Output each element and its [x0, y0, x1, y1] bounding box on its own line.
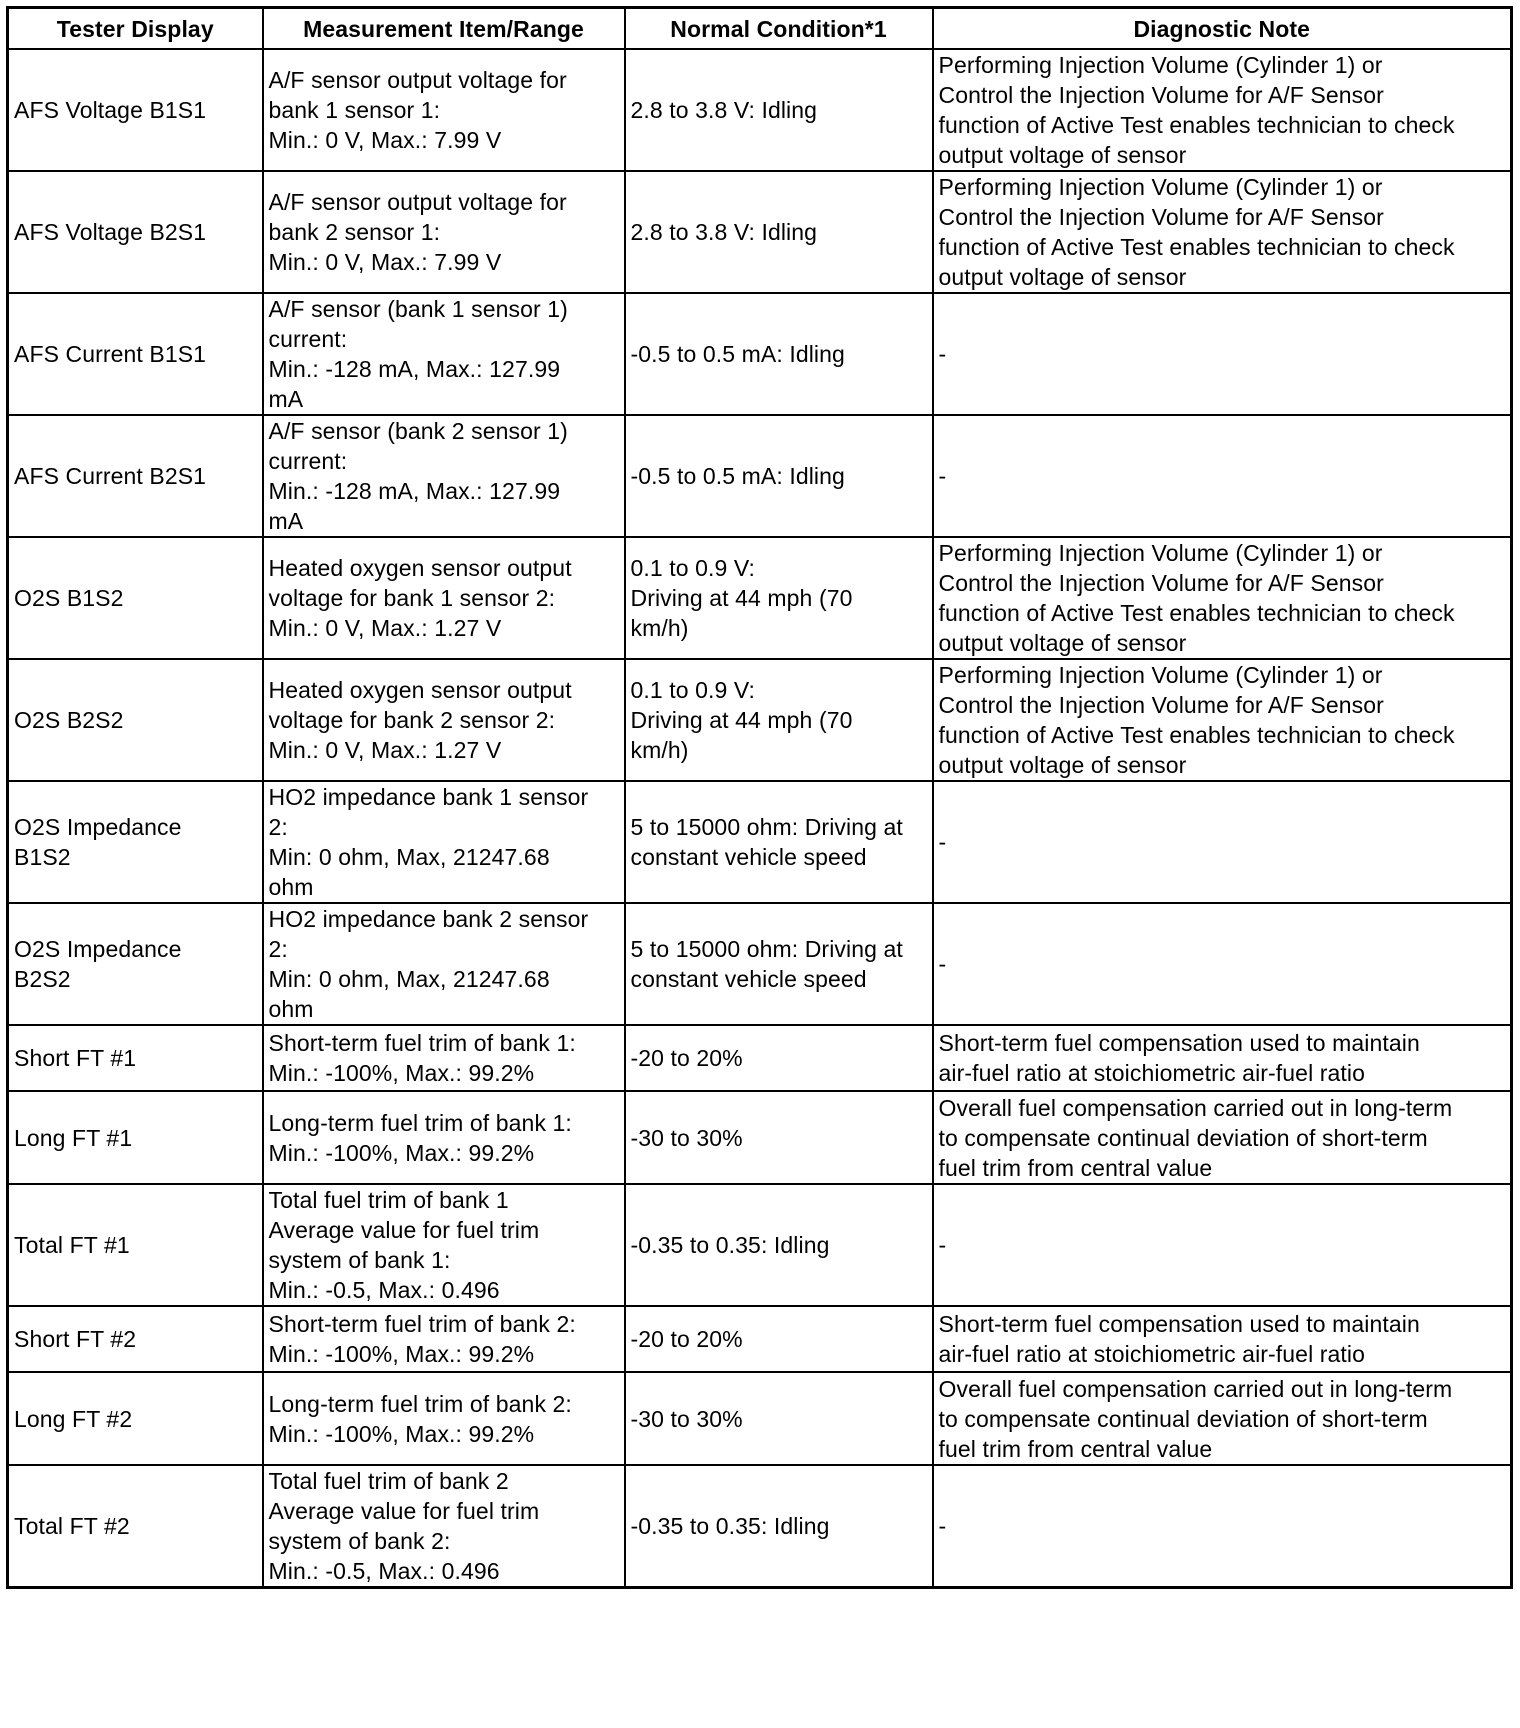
measurement-range-cell: [263, 659, 625, 781]
cell-text-line: 2.8 to 3.8 V: Idling: [630, 97, 818, 123]
cell-text-line: output voltage of sensor: [938, 630, 1187, 656]
tester-display-cell: [8, 1465, 263, 1588]
header-tester-display: Tester Display: [8, 8, 263, 50]
tester-display-cell: [8, 1184, 263, 1306]
cell-text-line: Total FT #2: [14, 1513, 130, 1539]
cell-text-line: Overall fuel compensation carried out in long-term: [938, 1094, 1453, 1121]
diagnostic-note-cell: [933, 1465, 1512, 1588]
cell-text-line: function of Active Test enables technician to check: [938, 600, 1455, 626]
header-normal-condition: Normal Condition*1: [625, 8, 933, 50]
table-row: [8, 903, 1512, 1025]
cell-text-line: current:: [268, 326, 348, 352]
cell-text-line: Short-term fuel trim of bank 1:: [268, 1030, 576, 1056]
cell-text-line: Min.: -100%, Max.: 99.2%: [268, 1139, 535, 1166]
cell-text-line: Short-term fuel compensation used to maintain: [938, 1311, 1420, 1337]
cell-text-line: Heated oxygen sensor output: [268, 677, 572, 703]
cell-text-line: voltage for bank 2 sensor 2:: [268, 707, 556, 733]
cell-text-line: 2:: [268, 814, 288, 840]
cell-text-line: Min: 0 ohm, Max, 21247.68: [268, 966, 550, 992]
cell-text-line: function of Active Test enables technician to check: [938, 722, 1455, 748]
table-row: [8, 1184, 1512, 1306]
cell-text-line: Min.: -128 mA, Max.: 127.99: [268, 478, 561, 504]
normal-condition-cell: [625, 903, 933, 1025]
table-row: [8, 659, 1512, 781]
cell-text-line: Performing Injection Volume (Cylinder 1) or: [938, 174, 1383, 200]
cell-text-line: Overall fuel compensation carried out in long-term: [938, 1375, 1453, 1402]
cell-text-line: Control the Injection Volume for A/F Sensor: [938, 570, 1384, 596]
tester-display-cell: [8, 537, 263, 659]
header-diagnostic-note: Diagnostic Note: [933, 8, 1512, 50]
cell-text-line: to compensate continual deviation of short-term: [938, 1405, 1428, 1432]
cell-text-line: ohm: [268, 996, 314, 1022]
cell-text-line: 2.8 to 3.8 V: Idling: [630, 219, 818, 245]
cell-text-line: constant vehicle speed: [630, 844, 867, 870]
table-row: [8, 1091, 1512, 1184]
tester-display-cell: [8, 1091, 263, 1184]
diagnostic-note-cell: [933, 903, 1512, 1025]
cell-text-line: function of Active Test enables technician to check: [938, 112, 1455, 138]
measurement-range-cell: [263, 903, 625, 1025]
tester-display-cell: [8, 1306, 263, 1372]
measurement-range-cell: [263, 415, 625, 537]
document-sheet: [6, 6, 1510, 1589]
cell-text-line: -30 to 30%: [630, 1124, 743, 1151]
diagnostic-note-cell: [933, 1372, 1512, 1465]
cell-text-line: Min.: -0.5, Max.: 0.496: [268, 1558, 500, 1584]
normal-condition-cell: [625, 293, 933, 415]
cell-text-line: Average value for fuel trim: [268, 1498, 540, 1524]
table-body: [8, 49, 1512, 1588]
normal-condition-cell: [625, 49, 933, 171]
cell-text-line: Total FT #1: [14, 1232, 130, 1258]
diagnostic-note-cell: [933, 659, 1512, 781]
measurement-range-cell: [263, 1091, 625, 1184]
tester-display-cell: [8, 781, 263, 903]
cell-text-line: Total fuel trim of bank 2: [268, 1468, 509, 1494]
cell-text-line: 2:: [268, 936, 288, 962]
table-row: [8, 1372, 1512, 1465]
cell-text-line: mA: [268, 508, 304, 534]
cell-text-line: fuel trim from central value: [938, 1435, 1213, 1462]
cell-text-line: AFS Current B2S1: [14, 463, 207, 489]
cell-text-line: A/F sensor (bank 1 sensor 1): [268, 296, 568, 322]
tester-display-cell: [8, 1372, 263, 1465]
cell-text-line: B1S2: [14, 844, 71, 870]
tester-display-cell: [8, 49, 263, 171]
table-header-row: [8, 8, 1512, 50]
normal-condition-cell: [625, 1306, 933, 1372]
cell-text-line: Min.: -128 mA, Max.: 127.99: [268, 356, 561, 382]
measurement-range-cell: [263, 1372, 625, 1465]
diagnostic-note-cell: [933, 1306, 1512, 1372]
cell-text-line: bank 1 sensor 1:: [268, 97, 441, 123]
cell-text-line: km/h): [630, 615, 689, 641]
measurement-range-cell: [263, 293, 625, 415]
cell-text-line: Short FT #2: [14, 1326, 137, 1352]
cell-text-line: A/F sensor output voltage for: [268, 189, 567, 215]
table-row: [8, 537, 1512, 659]
cell-text-line: fuel trim from central value: [938, 1154, 1213, 1181]
cell-text-line: -20 to 20%: [630, 1326, 743, 1352]
table-row: [8, 1025, 1512, 1091]
cell-text-line: AFS Current B1S1: [14, 341, 207, 367]
cell-text-line: -0.5 to 0.5 mA: Idling: [630, 463, 845, 489]
tester-display-cell: [8, 293, 263, 415]
diagnostic-note-cell: [933, 1184, 1512, 1306]
tester-display-cell: [8, 903, 263, 1025]
cell-text-line: ohm: [268, 874, 314, 900]
cell-text-line: AFS Voltage B1S1: [14, 97, 207, 123]
cell-text-line: Min.: -100%, Max.: 99.2%: [268, 1060, 535, 1086]
cell-text-line: voltage for bank 1 sensor 2:: [268, 585, 556, 611]
cell-text-line: Long-term fuel trim of bank 1:: [268, 1109, 572, 1136]
cell-text-line: constant vehicle speed: [630, 966, 867, 992]
normal-condition-cell: [625, 1025, 933, 1091]
cell-text-line: O2S Impedance: [14, 814, 182, 840]
cell-text-line: Min.: 0 V, Max.: 1.27 V: [268, 737, 502, 763]
diagnostic-note-cell: [933, 1091, 1512, 1184]
cell-text-line: Short FT #1: [14, 1045, 137, 1071]
header-measurement-item-range: Measurement Item/Range: [263, 8, 625, 50]
tester-display-cell: [8, 1025, 263, 1091]
diagnostic-note-cell: [933, 1025, 1512, 1091]
cell-text-line: Long FT #1: [14, 1124, 133, 1151]
cell-text-line: Control the Injection Volume for A/F Sensor: [938, 692, 1384, 718]
normal-condition-cell: [625, 415, 933, 537]
normal-condition-cell: [625, 1465, 933, 1588]
cell-text-line: current:: [268, 448, 348, 474]
cell-text-line: mA: [268, 386, 304, 412]
cell-text-line: Average value for fuel trim: [268, 1217, 540, 1243]
cell-text-line: -: [938, 463, 947, 489]
table-row: [8, 171, 1512, 293]
diagnostic-note-cell: [933, 415, 1512, 537]
cell-text-line: -20 to 20%: [630, 1045, 743, 1071]
cell-text-line: 0.1 to 0.9 V:: [630, 555, 755, 581]
normal-condition-cell: [625, 171, 933, 293]
cell-text-line: Total fuel trim of bank 1: [268, 1187, 509, 1213]
table-row: [8, 781, 1512, 903]
cell-text-line: air-fuel ratio at stoichiometric air-fuel ratio: [938, 1060, 1366, 1086]
cell-text-line: Min.: 0 V, Max.: 1.27 V: [268, 615, 502, 641]
cell-text-line: A/F sensor (bank 2 sensor 1): [268, 418, 568, 444]
cell-text-line: output voltage of sensor: [938, 752, 1187, 778]
cell-text-line: 5 to 15000 ohm: Driving at: [630, 814, 903, 840]
cell-text-line: -: [938, 1513, 947, 1539]
measurement-range-cell: [263, 1306, 625, 1372]
normal-condition-cell: [625, 781, 933, 903]
cell-text-line: Min.: 0 V, Max.: 7.99 V: [268, 249, 502, 275]
normal-condition-cell: [625, 1091, 933, 1184]
diagnostic-note-cell: [933, 293, 1512, 415]
cell-text-line: -0.5 to 0.5 mA: Idling: [630, 341, 845, 367]
cell-text-line: 0.1 to 0.9 V:: [630, 677, 755, 703]
cell-text-line: Short-term fuel trim of bank 2:: [268, 1311, 576, 1337]
cell-text-line: function of Active Test enables technician to check: [938, 234, 1455, 260]
measurement-range-cell: [263, 49, 625, 171]
cell-text-line: air-fuel ratio at stoichiometric air-fuel ratio: [938, 1341, 1366, 1367]
cell-text-line: Performing Injection Volume (Cylinder 1) or: [938, 662, 1383, 688]
diagnostic-note-cell: [933, 49, 1512, 171]
cell-text-line: -: [938, 951, 947, 977]
table-row: [8, 1306, 1512, 1372]
diagnostic-note-cell: [933, 781, 1512, 903]
measurement-range-cell: [263, 781, 625, 903]
cell-text-line: Long FT #2: [14, 1405, 133, 1432]
cell-text-line: O2S B1S2: [14, 585, 124, 611]
cell-text-line: A/F sensor output voltage for: [268, 67, 567, 93]
measurement-range-cell: [263, 1465, 625, 1588]
table-row: [8, 1465, 1512, 1588]
cell-text-line: HO2 impedance bank 2 sensor: [268, 906, 589, 932]
cell-text-line: B2S2: [14, 966, 71, 992]
cell-text-line: HO2 impedance bank 1 sensor: [268, 784, 589, 810]
cell-text-line: Driving at 44 mph (70: [630, 707, 853, 733]
cell-text-line: Heated oxygen sensor output: [268, 555, 572, 581]
cell-text-line: Long-term fuel trim of bank 2:: [268, 1390, 572, 1417]
tester-display-cell: [8, 171, 263, 293]
cell-text-line: Min.: -100%, Max.: 99.2%: [268, 1420, 535, 1447]
table-row: [8, 415, 1512, 537]
measurement-range-cell: [263, 1025, 625, 1091]
cell-text-line: -: [938, 341, 947, 367]
table-row: [8, 293, 1512, 415]
normal-condition-cell: [625, 659, 933, 781]
cell-text-line: Min.: 0 V, Max.: 7.99 V: [268, 127, 502, 153]
cell-text-line: AFS Voltage B2S1: [14, 219, 207, 245]
data-list-table: [6, 6, 1513, 1589]
diagnostic-note-cell: [933, 537, 1512, 659]
cell-text-line: Min.: -100%, Max.: 99.2%: [268, 1341, 535, 1367]
normal-condition-cell: [625, 537, 933, 659]
cell-text-line: O2S Impedance: [14, 936, 182, 962]
cell-text-line: -30 to 30%: [630, 1405, 743, 1432]
tester-display-cell: [8, 415, 263, 537]
measurement-range-cell: [263, 171, 625, 293]
measurement-range-cell: [263, 1184, 625, 1306]
cell-text-line: -: [938, 1232, 947, 1258]
cell-text-line: 5 to 15000 ohm: Driving at: [630, 936, 903, 962]
diagnostic-note-cell: [933, 171, 1512, 293]
measurement-range-cell: [263, 537, 625, 659]
cell-text-line: -0.35 to 0.35: Idling: [630, 1232, 830, 1258]
cell-text-line: Driving at 44 mph (70: [630, 585, 853, 611]
cell-text-line: bank 2 sensor 1:: [268, 219, 441, 245]
cell-text-line: Min.: -0.5, Max.: 0.496: [268, 1277, 500, 1303]
cell-text-line: Control the Injection Volume for A/F Sensor: [938, 82, 1384, 108]
normal-condition-cell: [625, 1184, 933, 1306]
cell-text-line: Short-term fuel compensation used to maintain: [938, 1030, 1420, 1056]
cell-text-line: Min: 0 ohm, Max, 21247.68: [268, 844, 550, 870]
cell-text-line: Control the Injection Volume for A/F Sensor: [938, 204, 1384, 230]
cell-text-line: km/h): [630, 737, 689, 763]
cell-text-line: O2S B2S2: [14, 707, 124, 733]
cell-text-line: system of bank 1:: [268, 1247, 451, 1273]
cell-text-line: output voltage of sensor: [938, 142, 1187, 168]
cell-text-line: output voltage of sensor: [938, 264, 1187, 290]
cell-text-line: -: [938, 829, 947, 855]
cell-text-line: Performing Injection Volume (Cylinder 1) or: [938, 540, 1383, 566]
tester-display-cell: [8, 659, 263, 781]
cell-text-line: to compensate continual deviation of short-term: [938, 1124, 1428, 1151]
cell-text-line: Performing Injection Volume (Cylinder 1) or: [938, 52, 1383, 78]
cell-text-line: system of bank 2:: [268, 1528, 451, 1554]
cell-text-line: -0.35 to 0.35: Idling: [630, 1513, 830, 1539]
normal-condition-cell: [625, 1372, 933, 1465]
table-row: [8, 49, 1512, 171]
